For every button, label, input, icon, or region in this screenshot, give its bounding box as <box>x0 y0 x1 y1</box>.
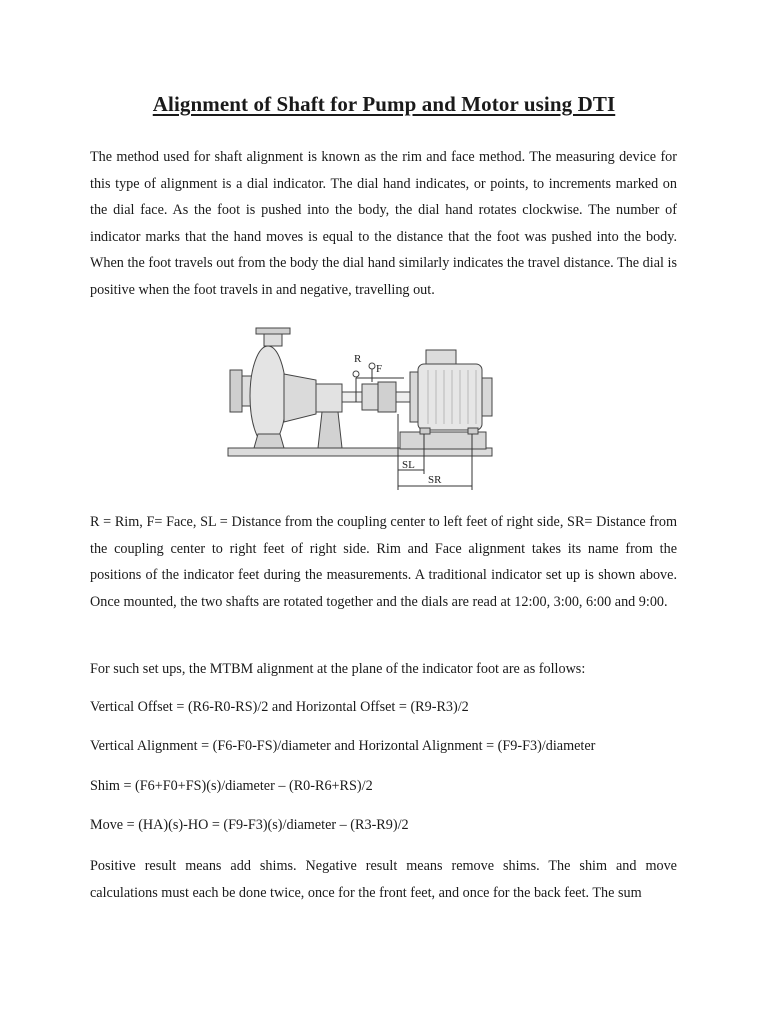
shim-formula: Shim = (F6+F0+FS)(s)/diameter – (R0-R6+RS)/2 <box>90 778 373 794</box>
motor-body <box>418 364 482 430</box>
pump-motor-drawing <box>222 322 498 492</box>
move-formula: Move = (HA)(s)-HO = (F9-F3)(s)/diameter – (R3-R9)/2 <box>90 817 409 833</box>
label-face: F <box>376 363 383 375</box>
pump-motor-diagram <box>222 322 498 492</box>
pump-top-flange <box>256 328 290 334</box>
result-paragraph: Positive result means add shims. Negative result means remove shims. The shim and move calculations must each be done twice, once for the front feet, and once for the back feet. The sum <box>90 858 677 901</box>
terminal-box <box>426 350 456 364</box>
intro-paragraph: The method used for shaft alignment is known as the rim and face method. The measuring device for this type of alignment is a dial indicator. The dial hand indicates, or points, to increments marked on the dial face. As the foot is pushed into the body, the dial hand rotates clockwise. The number of indicator marks that the hand moves is equal to the distance that the foot was pushed into the body. When the foot travels out from the body the dial hand similarly indicates the travel distance. The dial is positive when the foot travels in and negative, travelling out. <box>90 149 677 298</box>
label-rim: R <box>354 353 362 365</box>
setup-text: For such set ups, the MTBM alignment at the plane of the indicator foot are as follows: <box>90 661 586 677</box>
pump-suction-flange <box>230 370 242 412</box>
alignment-formula: Vertical Alignment = (F6-F0-FS)/diameter and Horizontal Alignment = (F9-F3)/diameter <box>90 738 596 754</box>
label-sl: SL <box>402 459 415 471</box>
offset-formula: Vertical Offset = (R6-R0-RS)/2 and Horizontal Offset = (R9-R3)/2 <box>90 699 469 715</box>
coupling-right <box>378 382 396 412</box>
pump-volute <box>250 346 286 446</box>
coupling-left <box>362 384 378 410</box>
legend-paragraph: R = Rim, F= Face, SL = Distance from the coupling center to left feet of right side, SR= Distance from the coupling center to right feet of right side. Rim and Face alignment takes its name from the positions of the indicator feet during the measurements. A traditional indicator set up is shown above. Once mounted, the two shafts are rotated together and the dials are read at 12:00, 3:00, 6:00 and 9:00. <box>90 514 677 610</box>
motor-shaft <box>396 392 410 402</box>
pump-bearing-frame <box>284 374 316 422</box>
label-sr: SR <box>428 474 442 486</box>
document-title: Alignment of Shaft for Pump and Motor using DTI <box>152 92 616 116</box>
motor-pedestal <box>400 432 486 449</box>
pump-shaft <box>342 392 362 402</box>
